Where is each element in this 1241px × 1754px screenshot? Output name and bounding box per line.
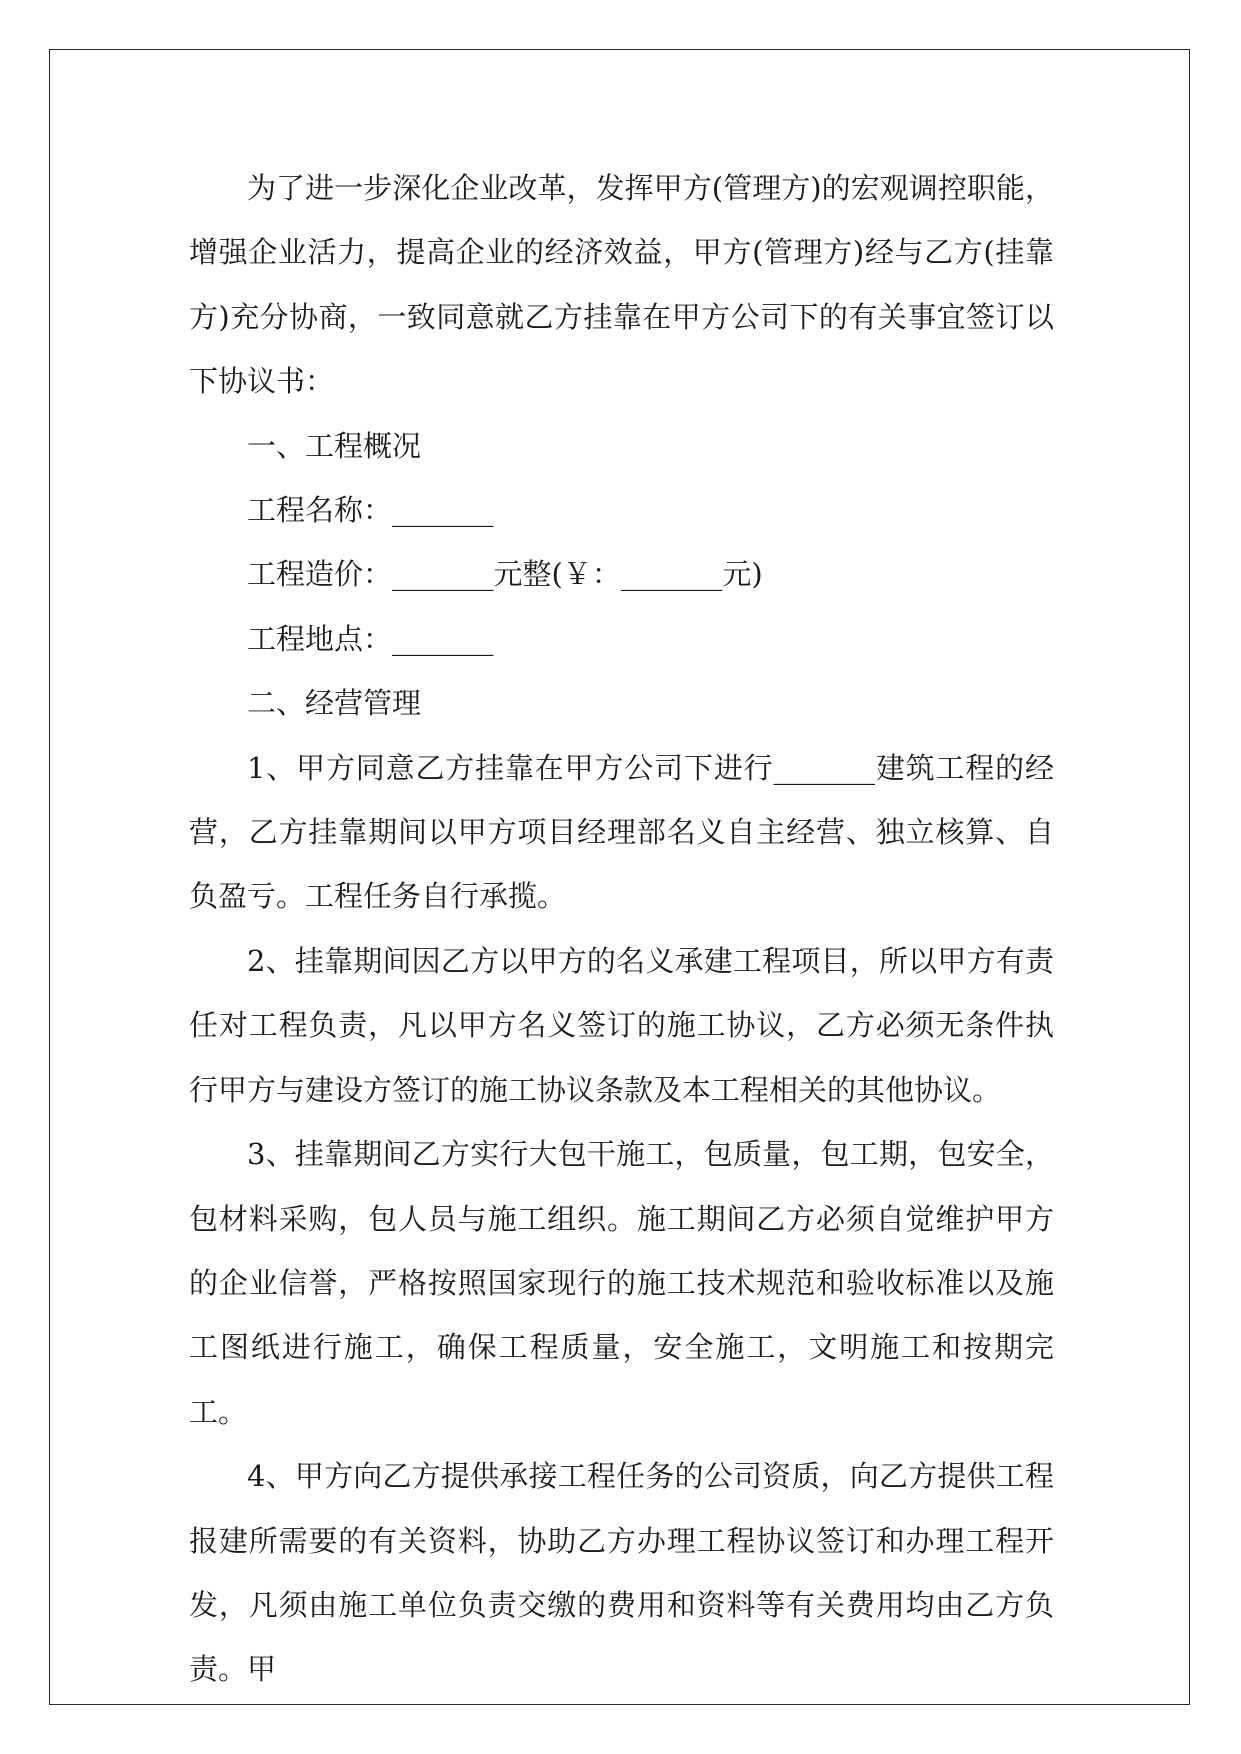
section-heading-project-overview: 一、工程概况 (247, 428, 422, 463)
clause-3: 3、挂靠期间乙方实行大包干施工，包质量，包工期，包安全，包材料采购，包人员与施工组织。施工期间乙方必须自觉维护甲方的企业信誉，严格按照国家现行的施工技术规范和验收标准以及施工图纸进行施工，确保工程质量，安全施工，文明施工和按期完工。 (189, 1137, 1054, 1429)
project-location-field: 工程地点：_______ (247, 621, 494, 656)
clause-1: 1、甲方同意乙方挂靠在甲方公司下进行_______建筑工程的经营，乙方挂靠期间以甲方项目经理部名义自主经营、独立核算、自负盈亏。工程任务自行承揽。 (189, 750, 1054, 914)
clause-2: 2、挂靠期间因乙方以甲方的名义承建工程项目，所以甲方有责任对工程负责，凡以甲方名义签订的施工协议，乙方必须无条件执行甲方与建设方签订的施工协议条款及本工程相关的其他协议。 (189, 943, 1054, 1107)
section-heading-business-management: 二、经营管理 (247, 686, 422, 721)
document-body (189, 156, 1054, 1702)
project-name-field: 工程名称：_______ (247, 493, 494, 528)
clause-4: 4、甲方向乙方提供承接工程任务的公司资质，向乙方提供工程报建所需要的有关资料，协助乙方办理工程协议签订和办理工程开发，凡须由施工单位负责交缴的费用和资料等有关费用均由乙方负责。甲 (189, 1459, 1054, 1687)
intro-paragraph: 为了进一步深化企业改革，发挥甲方(管理方)的宏观调控职能，增强企业活力，提高企业的经济效益，甲方(管理方)经与乙方(挂靠方)充分协商，一致同意就乙方挂靠在甲方公司下的有关事宜签订以下协议书： (189, 171, 1054, 399)
project-cost-field: 工程造价：_______元整(￥：_______元) (247, 557, 763, 592)
